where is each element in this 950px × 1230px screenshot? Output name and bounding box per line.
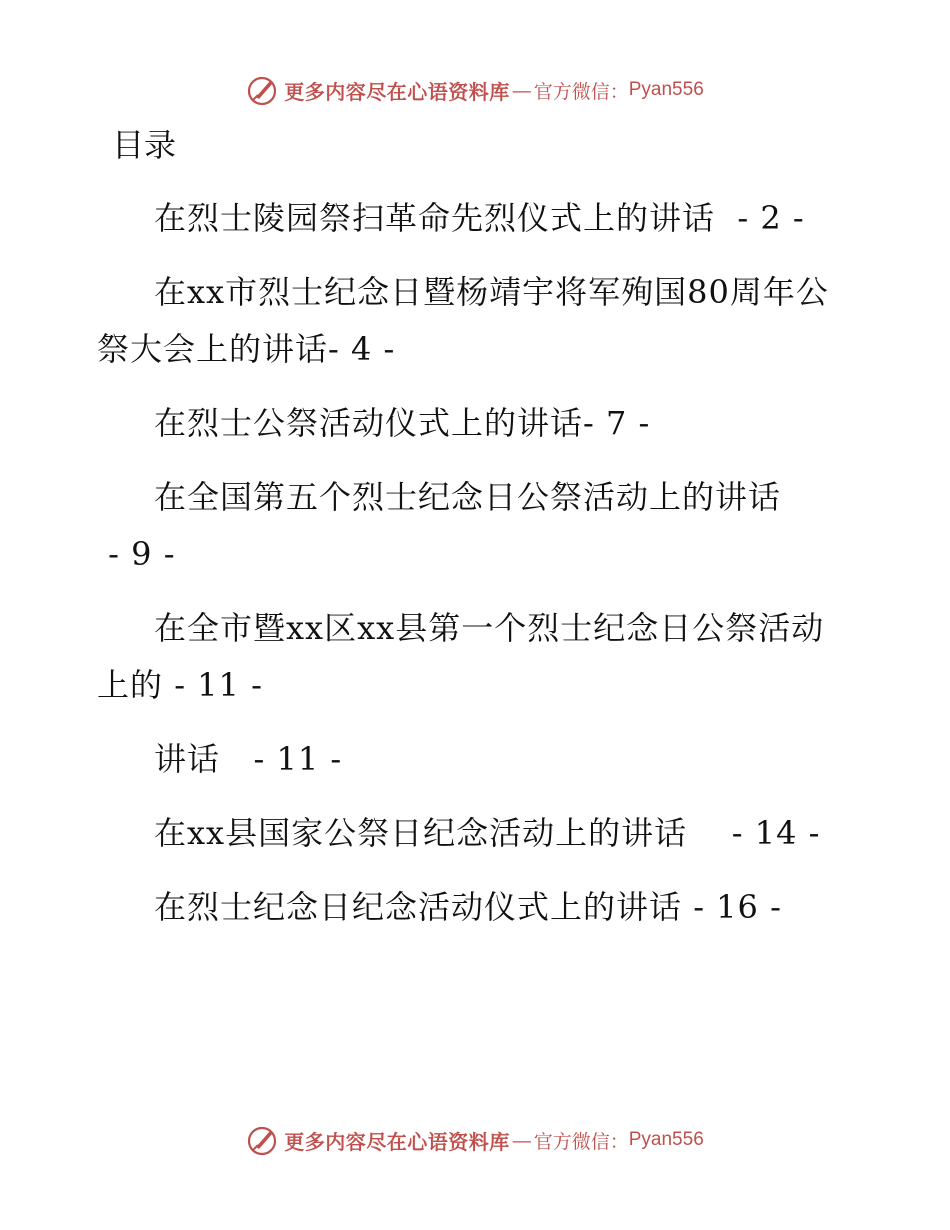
toc-entry-title: 在xx市烈士纪念日暨杨靖宇将军殉国80周年公祭大会上的讲话 bbox=[97, 273, 829, 368]
footer-watermark bbox=[0, 1120, 950, 1160]
toc-entry-title: 在xx县国家公祭日纪念活动上的讲话 bbox=[154, 814, 688, 852]
watermark-separator: — bbox=[511, 78, 532, 102]
watermark-official-label: 官方微信： bbox=[533, 1130, 629, 1153]
toc-entry-title: 在烈士公祭活动仪式上的讲话 bbox=[154, 404, 584, 442]
toc-entry-page: - 14 - bbox=[687, 814, 821, 852]
toc-entry-title: 在烈士陵园祭扫革命先烈仪式上的讲话 bbox=[154, 199, 716, 237]
toc-entry-page: - 2 - bbox=[715, 199, 805, 237]
toc-entry-page: - 16 - bbox=[682, 888, 782, 926]
toc-entry-page: - 11 - bbox=[220, 740, 343, 778]
table-of-contents bbox=[97, 190, 842, 936]
toc-entry-page: - 4 - bbox=[328, 330, 396, 368]
watermark-separator: — bbox=[511, 1128, 532, 1152]
toc-entry-page: - 11 - bbox=[163, 666, 263, 704]
toc-entry-title: 在烈士纪念日纪念活动仪式上的讲话 bbox=[154, 888, 683, 926]
toc-heading: 目录 bbox=[112, 126, 177, 164]
toc-entry-title: 在全市暨xx区xx县第一个烈士纪念日公祭活动上的 bbox=[97, 609, 825, 704]
watermark-account: Pyan556 bbox=[628, 1129, 704, 1150]
quill-logo-icon bbox=[246, 73, 280, 107]
toc-entry[interactable] bbox=[97, 731, 842, 788]
toc-entry[interactable] bbox=[97, 879, 842, 936]
toc-entry[interactable] bbox=[97, 395, 842, 452]
toc-entry[interactable] bbox=[97, 469, 842, 583]
watermark-account: Pyan556 bbox=[628, 79, 704, 100]
header-watermark bbox=[0, 70, 950, 110]
toc-entry-title: 讲话 bbox=[154, 740, 221, 778]
toc-entry-page: - 7 - bbox=[583, 404, 651, 442]
watermark-brand: 更多内容尽在心语资料库 bbox=[284, 1129, 510, 1154]
toc-entry[interactable] bbox=[97, 600, 842, 714]
toc-entry-title: 在全国第五个烈士纪念日公祭活动上的讲话 bbox=[154, 478, 782, 516]
toc-entry[interactable] bbox=[97, 264, 842, 378]
toc-entry-page: - 9 - bbox=[97, 535, 176, 573]
watermark-brand: 更多内容尽在心语资料库 bbox=[284, 79, 510, 104]
toc-entry[interactable] bbox=[97, 190, 842, 247]
quill-logo-icon bbox=[246, 1123, 280, 1157]
toc-entry[interactable] bbox=[97, 805, 842, 862]
watermark-official-label: 官方微信： bbox=[533, 80, 629, 103]
